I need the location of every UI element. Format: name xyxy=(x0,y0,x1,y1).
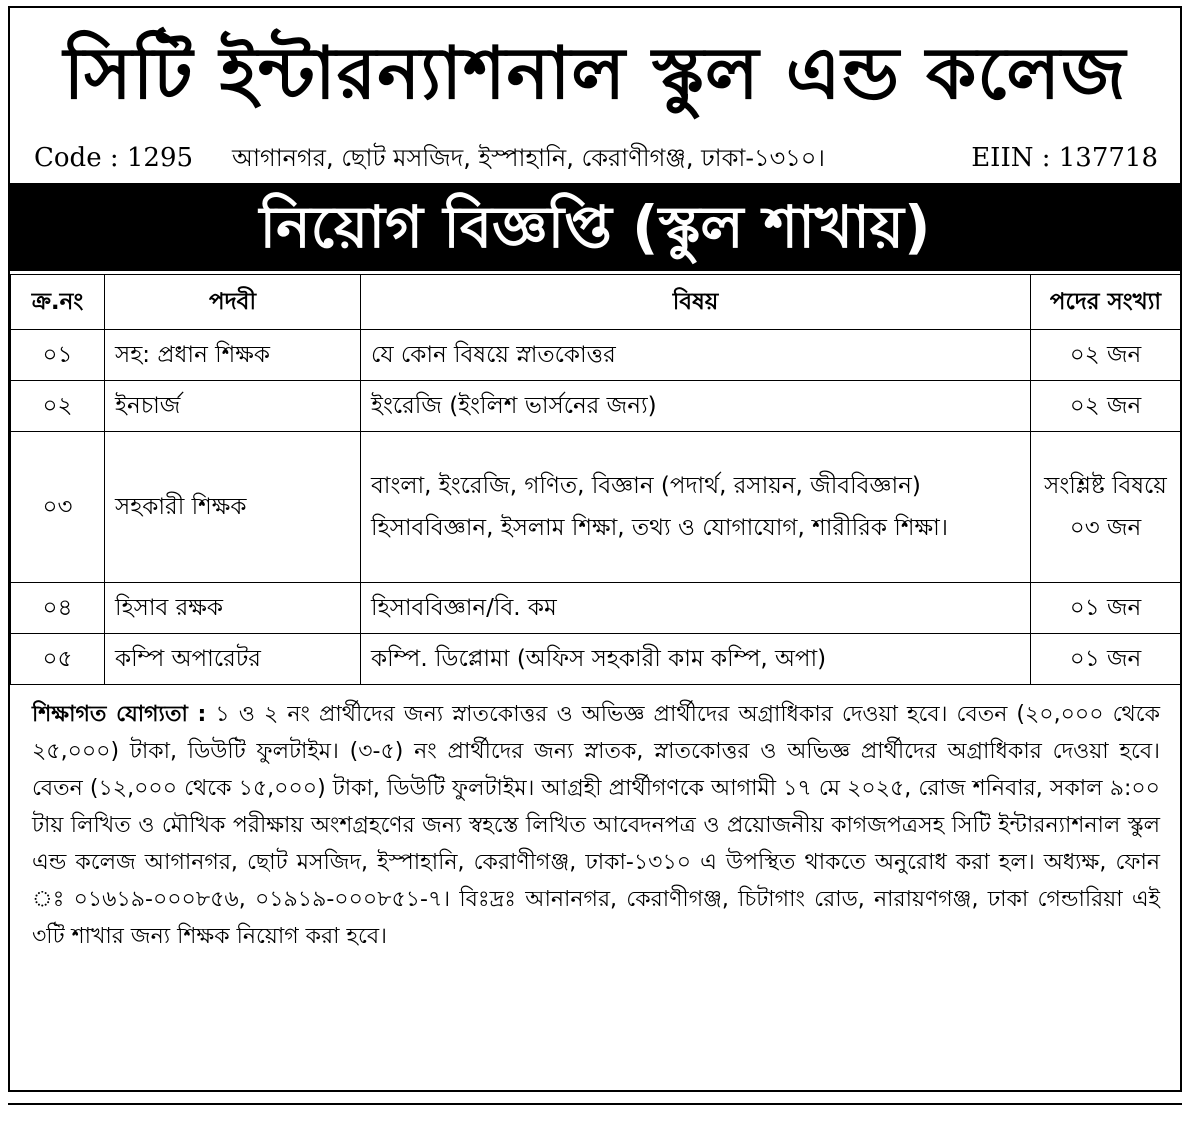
table-header-row xyxy=(11,275,1181,330)
table-row xyxy=(11,583,1181,634)
table-row xyxy=(11,432,1181,583)
row-count: ০১ জন xyxy=(1031,583,1181,634)
row-count: ০১ জন xyxy=(1031,634,1181,685)
row-count: সংশ্লিষ্ট বিষয়ে ০৩ জন xyxy=(1031,432,1181,583)
header-subject: বিষয় xyxy=(361,275,1031,330)
row-serial: ০৫ xyxy=(11,634,105,685)
notice-title-banner: নিয়োগ বিজ্ঞপ্তি (স্কুল শাখায়) xyxy=(10,183,1180,271)
row-post: ইনচার্জ xyxy=(105,381,361,432)
school-address: আগানগর, ছোট মসজিদ, ইস্পাহানি, কেরাণীগঞ্জ, ঢাকা-১৩১০। xyxy=(232,144,825,172)
qualification-label: শিক্ষাগত যোগ্যতা : xyxy=(32,702,207,727)
bottom-divider xyxy=(8,1103,1182,1105)
row-subject: বাংলা, ইংরেজি, গণিত, বিজ্ঞান (পদার্থ, রসায়ন, জীববিজ্ঞান) হিসাববিজ্ঞান, ইসলাম শিক্ষা, তথ্য ও যোগাযোগ, শারীরিক শিক্ষা। xyxy=(361,432,1031,583)
row-count: ০২ জন xyxy=(1031,330,1181,381)
table-row xyxy=(11,634,1181,685)
notice-body xyxy=(32,696,1160,955)
row-subject: কম্পি. ডিপ্লোমা (অফিস সহকারী কাম কম্পি, অপা) xyxy=(361,634,1031,685)
header-count: পদের সংখ্যা xyxy=(1031,275,1181,330)
row-serial: ০২ xyxy=(11,381,105,432)
table-row xyxy=(11,330,1181,381)
row-serial: ০৩ xyxy=(11,432,105,583)
job-advertisement xyxy=(8,6,1182,1092)
school-name: সিটি ইন্টারন্যাশনাল স্কুল এন্ড কলেজ xyxy=(63,31,1127,115)
row-serial: ০৪ xyxy=(11,583,105,634)
vacancy-table xyxy=(10,274,1181,685)
row-subject: যে কোন বিষয়ে স্নাতকোত্তর xyxy=(361,330,1031,381)
row-post: সহ: প্রধান শিক্ষক xyxy=(105,330,361,381)
row-serial: ০১ xyxy=(11,330,105,381)
row-subject: হিসাববিজ্ঞান/বি. কম xyxy=(361,583,1031,634)
row-post: হিসাব রক্ষক xyxy=(105,583,361,634)
eiin-number: EIIN : 137718 xyxy=(971,143,1158,173)
header-serial: ক্র.নং xyxy=(11,275,105,330)
row-post: কম্পি অপারেটর xyxy=(105,634,361,685)
row-subject: ইংরেজি (ইংলিশ ভার্সনের জন্য) xyxy=(361,381,1031,432)
school-code: Code : 1295 xyxy=(34,143,194,173)
row-count: ০২ জন xyxy=(1031,381,1181,432)
row-post: সহকারী শিক্ষক xyxy=(105,432,361,583)
header-post: পদবী xyxy=(105,275,361,330)
notice-body-text: ১ ও ২ নং প্রার্থীদের জন্য স্নাতকোত্তর ও অভিজ্ঞ প্রার্থীদের অগ্রাধিকার দেওয়া হবে। বেতন (২০,০০০ থেকে ২৫,০০০) টাকা, ডিউটি ফুলটাইম। (৩-৫) নং প্রার্থীদের জন্য স্নাতক, স্নাতকোত্তর ও অভিজ্ঞ প্রার্থীদের অগ্রাধিকার দেওয়া হবে। বেতন (১২,০০০ থেকে ১৫,০০০) টাকা, ডিউটি ফুলটাইম। আগ্রহী প্রার্থীগণকে আগামী ১৭ মে ২০২৫, রোজ শনিবার, সকাল ৯:০০ টায় লিখিত ও মৌখিক পরীক্ষায় অংশগ্রহণের জন্য স্বহস্তে লিখিত আবেদনপত্র ও প্রয়োজনীয় কাগজপত্রসহ সিটি ইন্টারন্যাশনাল স্কুল এন্ড কলেজ আগানগর, ছোট মসজিদ, ইস্পাহানি, কেরাণীগঞ্জ, ঢাকা-১৩১০ এ উপস্থিত থাকতে অনুরোধ করা হল। অধ্যক্ষ, ফোন ঃ ০১৬১৯-০০০৮৫৬, ০১৯১৯-০০০৮৫১-৭। বিঃদ্রঃ আনানগর, কেরাণীগঞ্জ, চিটাগাং রোড, নারায়ণগঞ্জ, ঢাকা গেন্ডারিয়া এই ৩টি শাখার জন্য শিক্ষক নিয়োগ করা হবে। xyxy=(32,702,1160,949)
school-meta-row xyxy=(10,136,1180,180)
table-row xyxy=(11,381,1181,432)
